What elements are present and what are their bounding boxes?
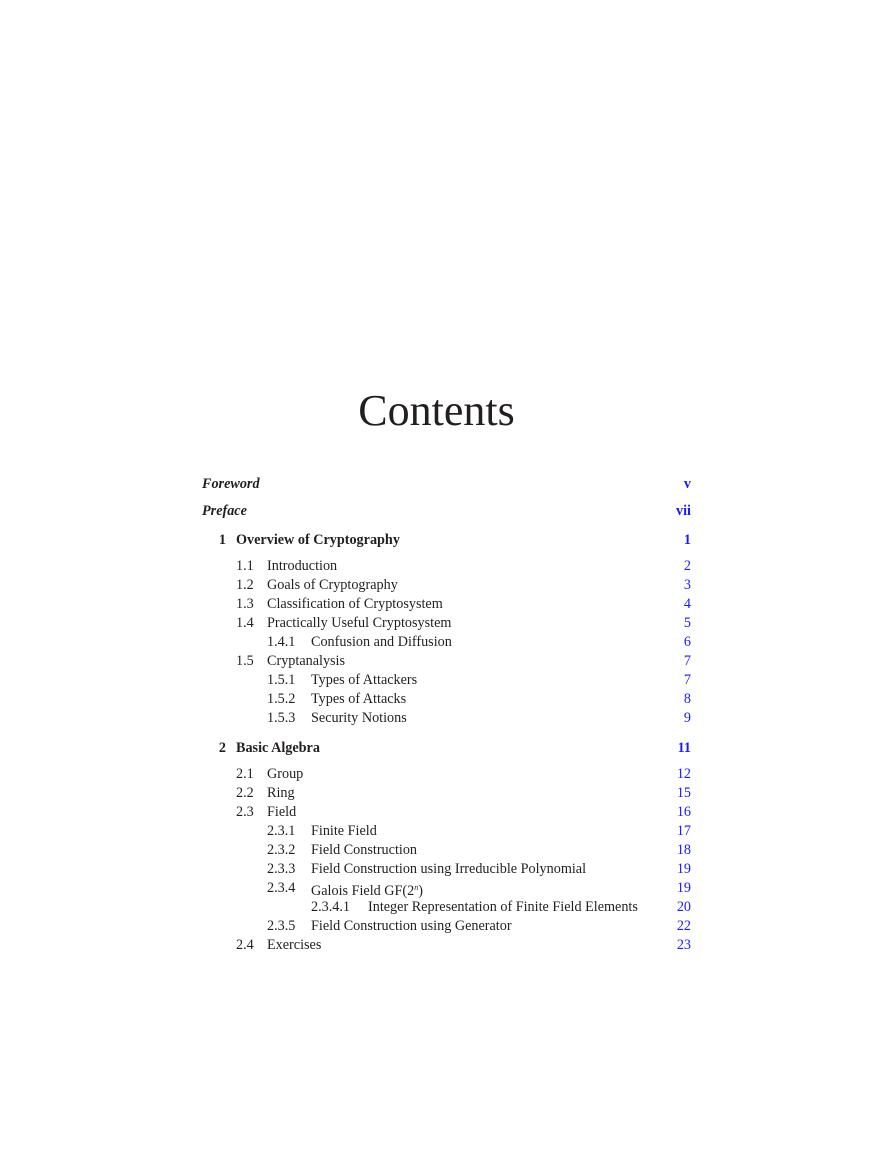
toc-page-link[interactable]: 15	[676, 785, 691, 801]
subsection-number: 1.5.3	[267, 710, 296, 726]
toc-entry[interactable]	[0, 670, 893, 690]
subsection-title: Field Construction using Generator	[311, 918, 512, 934]
page-title: Contents	[358, 386, 515, 436]
subsection-title: Confusion and Diffusion	[311, 634, 452, 650]
section-title: Ring	[267, 785, 295, 801]
toc-entry[interactable]	[0, 859, 893, 879]
toc-entry[interactable]	[0, 878, 893, 898]
toc-entry-foreword[interactable]	[0, 474, 893, 494]
section-number: 1.4	[236, 615, 254, 631]
section-title: Practically Useful Cryptosystem	[267, 615, 452, 631]
toc-page-link[interactable]: 18	[676, 842, 691, 858]
toc-page-link[interactable]: 1	[683, 532, 691, 548]
subsection-title: Field Construction	[311, 842, 418, 858]
subsection-number: 2.3.5	[267, 918, 296, 934]
toc-entry[interactable]	[0, 613, 893, 633]
toc-page-link[interactable]: 2	[683, 558, 691, 574]
toc-page-link[interactable]: 5	[683, 615, 691, 631]
subsection-title: Security Notions	[311, 710, 407, 726]
subsection-title: Field Construction using Irreducible Polynomial	[311, 861, 587, 877]
subsubsection-number: 2.3.4.1	[311, 899, 351, 915]
toc-page-link[interactable]: 8	[683, 691, 691, 707]
section-title: Goals of Cryptography	[267, 577, 398, 593]
toc-entry-title: Preface	[202, 503, 247, 519]
toc-entry[interactable]	[0, 764, 893, 784]
toc-entry[interactable]	[0, 651, 893, 671]
toc-page-link[interactable]: 7	[683, 672, 691, 688]
section-title: Classification of Cryptosystem	[267, 596, 443, 612]
section-number: 2.4	[236, 937, 254, 953]
section-number: 1.1	[236, 558, 254, 574]
toc-page-link[interactable]: 23	[676, 937, 691, 953]
title-text: Galois Field GF(2	[311, 883, 415, 899]
subsubsection-title: Integer Representation of Finite Field Elements	[368, 899, 638, 915]
chapter-title: Overview of Cryptography	[236, 532, 400, 548]
toc-page-link[interactable]: vii	[676, 503, 691, 519]
toc-page-link[interactable]: 11	[677, 740, 691, 756]
toc-entry[interactable]	[0, 916, 893, 936]
section-title: Exercises	[267, 937, 322, 953]
toc-entry-preface[interactable]	[0, 501, 893, 521]
toc-entry[interactable]	[0, 575, 893, 595]
toc-entry[interactable]	[0, 821, 893, 841]
toc-page-link[interactable]: 19	[676, 861, 691, 877]
subsection-number: 2.3.1	[267, 823, 296, 839]
subsection-number: 1.5.1	[267, 672, 296, 688]
section-number: 2.1	[236, 766, 254, 782]
subsection-number: 2.3.3	[267, 861, 296, 877]
toc-entry[interactable]	[0, 632, 893, 652]
toc-page-link[interactable]: 3	[683, 577, 691, 593]
toc-page-link[interactable]: 12	[676, 766, 691, 782]
toc-entry[interactable]	[0, 708, 893, 728]
toc-chapter-2[interactable]	[0, 738, 893, 758]
subsection-number: 2.3.4	[267, 880, 296, 896]
toc-entry[interactable]	[0, 840, 893, 860]
chapter-number: 1	[218, 532, 226, 548]
section-number: 1.3	[236, 596, 254, 612]
toc-page-link[interactable]: 19	[676, 880, 691, 896]
section-title: Field	[267, 804, 297, 820]
toc-page-link[interactable]: 9	[683, 710, 691, 726]
toc-entry[interactable]	[0, 802, 893, 822]
toc-chapter-1[interactable]	[0, 530, 893, 550]
chapter-number: 2	[218, 740, 226, 756]
superscript-exponent: n	[414, 883, 419, 892]
toc-entry[interactable]	[0, 935, 893, 955]
toc-page-link[interactable]: 16	[676, 804, 691, 820]
section-title: Introduction	[267, 558, 338, 574]
toc-page-link[interactable]: 4	[683, 596, 691, 612]
title-text-end: )	[418, 883, 423, 899]
toc-page-link[interactable]: v	[683, 476, 691, 492]
section-number: 1.2	[236, 577, 254, 593]
toc-page-link[interactable]: 20	[676, 899, 691, 915]
toc-page-link[interactable]: 7	[683, 653, 691, 669]
section-number: 1.5	[236, 653, 254, 669]
subsection-number: 1.4.1	[267, 634, 296, 650]
section-title: Group	[267, 766, 304, 782]
subsection-title: Finite Field	[311, 823, 377, 839]
subsection-number: 1.5.2	[267, 691, 296, 707]
toc-entry-title: Foreword	[202, 476, 260, 492]
toc-page-link[interactable]: 22	[676, 918, 691, 934]
toc-entry[interactable]	[0, 689, 893, 709]
toc-entry[interactable]	[0, 556, 893, 576]
chapter-title: Basic Algebra	[236, 740, 320, 756]
subsection-title: Types of Attackers	[311, 672, 418, 688]
section-number: 2.3	[236, 804, 254, 820]
toc-page-link[interactable]: 6	[683, 634, 691, 650]
section-number: 2.2	[236, 785, 254, 801]
toc-entry[interactable]	[0, 897, 893, 917]
toc-page-link[interactable]: 17	[676, 823, 691, 839]
section-title: Cryptanalysis	[267, 653, 346, 669]
subsection-number: 2.3.2	[267, 842, 296, 858]
subsection-title: Types of Attacks	[311, 691, 407, 707]
toc-entry[interactable]	[0, 783, 893, 803]
toc-entry[interactable]	[0, 594, 893, 614]
